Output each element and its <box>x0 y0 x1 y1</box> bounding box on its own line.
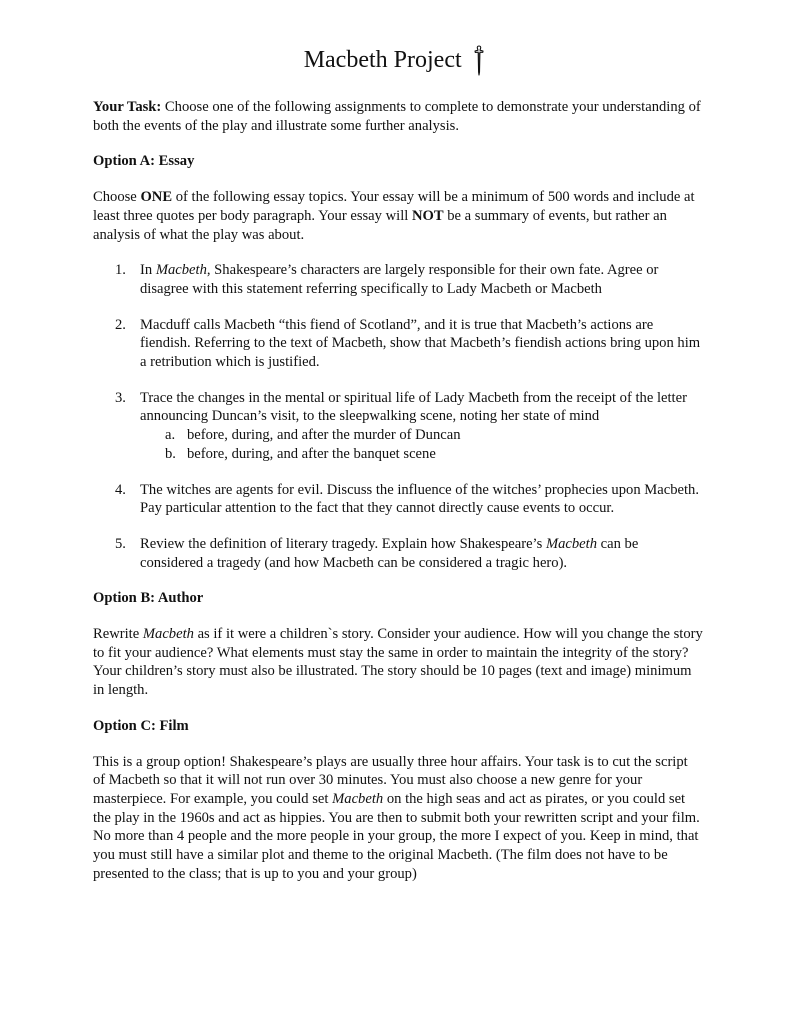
task-text: Choose one of the following assignments to complete to demonstrate your understanding of both the events of the play and illustrate some further analysis. <box>93 99 701 134</box>
title-row <box>0 44 791 76</box>
page-title: Macbeth Project <box>303 47 462 73</box>
topic-number: 2. <box>115 316 126 333</box>
topic-number: 4. <box>115 481 126 498</box>
sub-item-b: b. before, during, and after the banquet scene <box>165 445 436 462</box>
essay-topic-2: 2. Macduff calls Macbeth “this fiend of Scotland”, and it is true that Macbeth’s actions are fiendish. Referring to the text of Macbeth, show that Macbeth’s fiendish actions bring upon him a retribution which is justified. <box>115 316 701 371</box>
essay-topic-4: 4. The witches are agents for evil. Discuss the influence of the witches’ prophecies upon Macbeth. Pay particular attention to the fact that they cannot directly cause events to occur. <box>115 481 699 517</box>
essay-topic-3-sublist <box>140 426 703 463</box>
topic-number: 5. <box>115 535 126 552</box>
task-paragraph <box>93 98 703 135</box>
essay-topic-1: 1. In Macbeth, Shakespeare’s characters are largely responsible for their own fate. Agree or disagree with this statement referring specifically to Lady Macbeth or Macbeth <box>115 262 659 297</box>
option-a-heading: Option A: Essay <box>93 153 195 170</box>
sub-item-a: a. before, during, and after the murder of Duncan <box>165 427 461 444</box>
task-label: Your Task: <box>93 99 162 115</box>
topic-number: 1. <box>115 262 126 279</box>
essay-topic-3: 3. Trace the changes in the mental or spiritual life of Lady Macbeth from the receipt of the letter announcing Duncan’s visit, to the sleepwalking scene, noting her state of mind a. before, during, and after the murder of Duncan b. before, during, and after the banquet scene <box>140 389 703 464</box>
option-c-paragraph: This is a group option! Shakespeare’s plays are usually three hour affairs. Your task is to cut the script of Macbeth so that it will not run over 30 minutes. You must also choose a new genre for your masterpiece. For example, you could set Macbeth on the high seas and act as pirates, or you could set the play in the 1960s and act as hippies. You are then to submit both your rewritten script and your film. No more than 4 people and the more people in your group, the more I expect of you. Keep in mind, that you must still have a similar plot and theme to the original Macbeth. (The film does not have to be presented to the class; that is up to you and your group) <box>93 753 700 882</box>
essay-topic-5: 5. Review the definition of literary tragedy. Explain how Shakespeare’s Macbeth can be considered a tragedy (and how Macbeth can be considered a tragic hero). <box>115 535 639 571</box>
option-b-paragraph: Rewrite Macbeth as if it were a children`s story. Consider your audience. How will you change the story to fit your audience? What elements must stay the same in order to maintain the integrity of the story? Your children’s story must also be illustrated. The story should be 10 pages (text and image) minimum in length. <box>93 626 703 699</box>
topic-number: 3. <box>115 389 126 406</box>
option-c-heading: Option C: Film <box>93 717 189 734</box>
essay-topic-list <box>93 261 703 572</box>
document-body <box>93 98 703 884</box>
option-b-heading: Option B: Author <box>93 590 204 607</box>
option-a-intro: Choose ONE of the following essay topics. Your essay will be a minimum of 500 words and include at least three quotes per body paragraph. Your essay will NOT be a summary of events, but rather an analysis of what the play was about. <box>93 189 695 243</box>
dagger-icon <box>471 44 487 76</box>
